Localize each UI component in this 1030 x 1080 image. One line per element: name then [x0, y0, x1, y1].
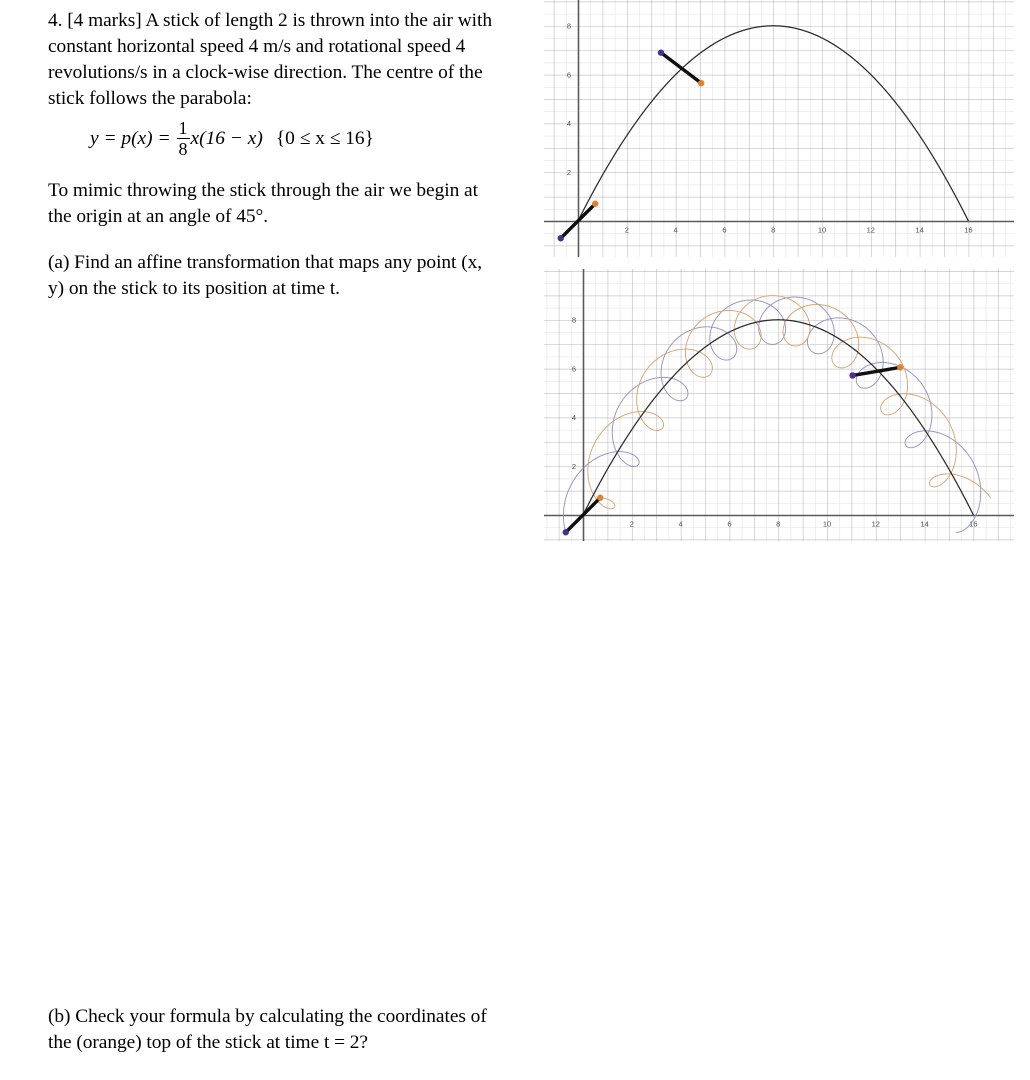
formula-rhs: x(16 − x)	[190, 127, 263, 149]
x-tick-label: 2	[629, 519, 634, 529]
stick-orange-endpoint	[698, 80, 704, 86]
y-tick-label: 8	[566, 21, 571, 31]
x-tick-label: 10	[822, 519, 832, 529]
figure-top-parabola-with-stick	[544, 0, 1014, 257]
question-paragraph-2: To mimic throwing the stick through the air we begin at the origin at an angle of 45°.	[48, 180, 478, 228]
question-part-b: (b) Check your formula by calculating the coordinates of the (orange) top of the stick at time t = 2?	[48, 1006, 487, 1053]
x-tick-label: 16	[964, 225, 973, 235]
x-tick-label: 12	[866, 225, 875, 235]
top-graph-svg	[544, 0, 1014, 257]
x-tick-label: 8	[771, 225, 776, 235]
formula-denominator: 8	[178, 139, 188, 160]
stick-purple-endpoint	[558, 235, 564, 241]
bottom-graph-svg	[544, 269, 1014, 541]
question-bottom-block	[48, 1004, 508, 1056]
stick-orange-endpoint	[897, 364, 903, 370]
x-tick-label: 14	[920, 519, 929, 529]
x-tick-label: 4	[673, 225, 678, 235]
y-tick-label: 2	[571, 462, 576, 471]
stick-purple-endpoint	[563, 529, 569, 535]
x-tick-label: 12	[871, 519, 880, 529]
question-text-column	[48, 8, 500, 302]
y-tick-label: 4	[566, 119, 571, 129]
stick-orange-endpoint	[592, 201, 598, 207]
figure-bottom-parabola-with-traces	[544, 269, 1014, 541]
question-paragraph-1: 4. [4 marks] A stick of length 2 is thrown into the air with constant horizontal speed 4 m/s and rotational speed 4 revolutions/s in a clock-wise direction. The centre of the stick follows the parabola:	[48, 10, 493, 109]
figure-column	[544, 0, 1014, 541]
formula-domain: {0 ≤ x ≤ 16}	[275, 127, 374, 149]
formula-numerator: 1	[178, 118, 188, 138]
stick-orange-endpoint	[597, 495, 603, 501]
stick-purple-endpoint	[849, 372, 855, 378]
question-part-a: (a) Find an affine transformation that maps any point (x, y) on the stick to its position at time t.	[48, 252, 483, 300]
x-tick-label: 2	[624, 225, 629, 235]
y-tick-label: 8	[571, 315, 576, 325]
y-tick-label: 6	[571, 364, 576, 374]
parabola-formula	[48, 119, 500, 158]
x-tick-label: 14	[915, 225, 924, 235]
x-tick-label: 6	[727, 519, 732, 529]
y-tick-label: 4	[571, 413, 576, 423]
x-tick-label: 4	[678, 519, 683, 529]
formula-lhs: y = p(x) =	[90, 127, 171, 149]
formula-fraction	[177, 119, 190, 158]
x-tick-label: 16	[969, 519, 978, 529]
x-tick-label: 8	[776, 519, 781, 529]
x-tick-label: 6	[722, 225, 727, 235]
y-tick-label: 2	[566, 168, 571, 177]
x-tick-label: 10	[817, 225, 827, 235]
stick-purple-endpoint	[658, 49, 664, 55]
y-tick-label: 6	[566, 70, 571, 80]
